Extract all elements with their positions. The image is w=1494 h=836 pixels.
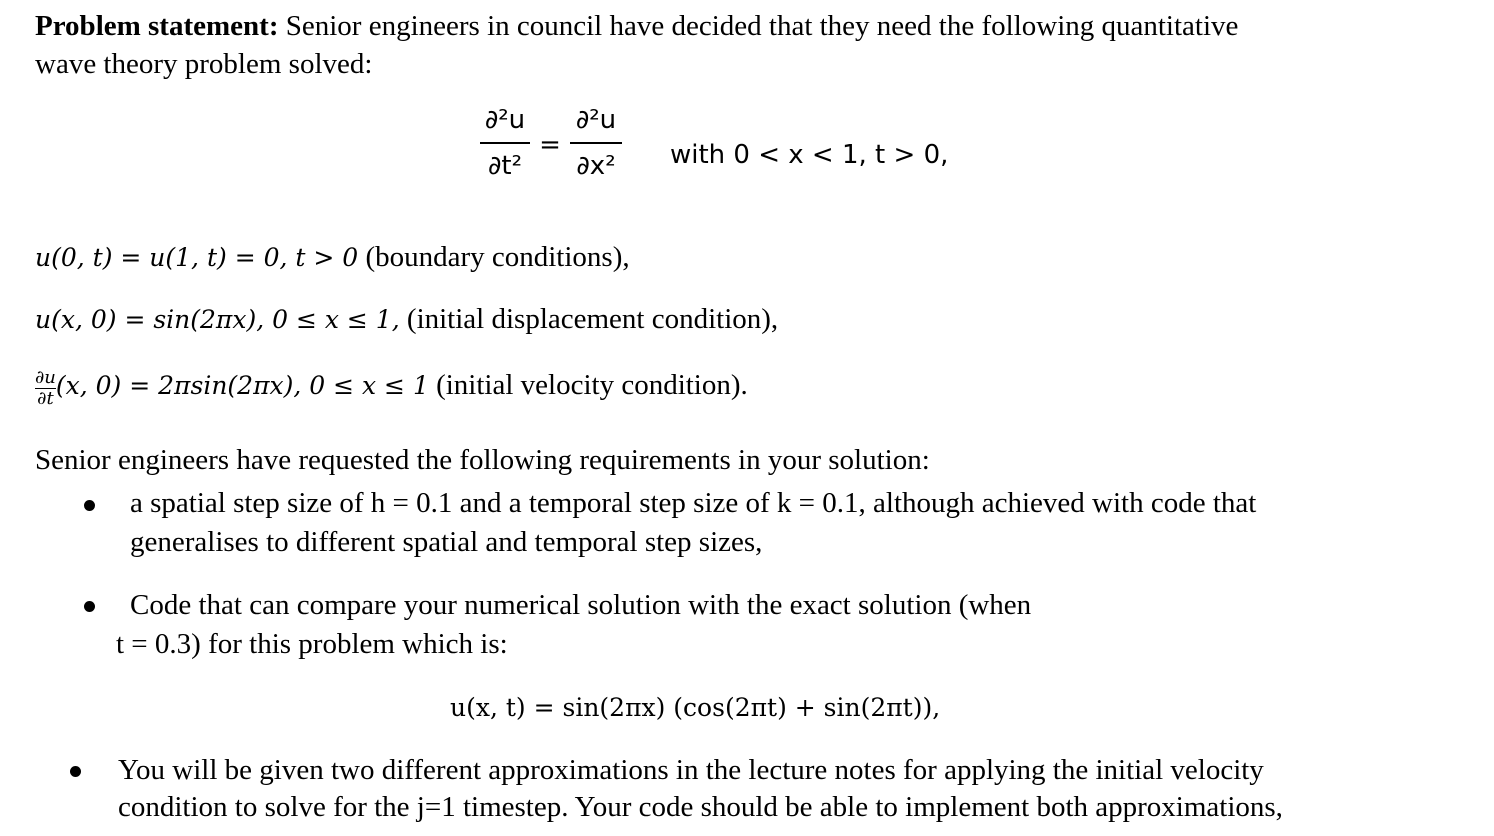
intro-line-2: wave theory problem solved: bbox=[35, 48, 373, 80]
pde-equals: = bbox=[539, 130, 561, 160]
bullet-icon bbox=[84, 601, 95, 612]
velocity-derivative: $\frac{\partial u}{\partial t}$ bbox=[35, 367, 56, 409]
bullet-icon bbox=[70, 766, 81, 777]
pde-rhs-fraction: ∂²u ∂x² bbox=[570, 104, 622, 182]
intro-line-1: Problem statement: Senior engineers in council have decided that they need the following quantitative bbox=[35, 10, 1239, 42]
bullet-icon bbox=[84, 500, 95, 511]
requirements-heading: Senior engineers have requested the following requirements in your solution: bbox=[35, 444, 930, 476]
problem-label: Problem statement: bbox=[35, 10, 279, 42]
bullet3-line2: condition to solve for the j=1 timestep. Your code should be able to implement both approximations, bbox=[118, 791, 1283, 823]
boundary-condition: u(0, t) = u(1, t) = 0, t > 0 (boundary conditions), bbox=[35, 241, 630, 273]
bullet2-line1: Code that can compare your numerical solution with the exact solution (when bbox=[130, 589, 1032, 621]
bullet3-line1: You will be given two different approximations in the lecture notes for applying the initial velocity bbox=[118, 754, 1264, 786]
bullet1-line1: a spatial step size of h = 0.1 and a temporal step size of k = 0.1, although achieved with code that bbox=[130, 487, 1257, 519]
bullet2-line2: t = 0.3) for this problem which is: bbox=[116, 628, 508, 660]
displacement-condition: u(x, 0) = sin(2πx), 0 ≤ x ≤ 1, (initial displacement condition), bbox=[35, 303, 779, 335]
velocity-condition: $\frac{\partial u}{\partial t}(x$, 0) = 2πsin(2πx), 0 ≤ x ≤ 1 (initial velocity condition). bbox=[35, 367, 748, 409]
bullet1-line2: generalises to different spatial and temporal step sizes, bbox=[130, 526, 763, 558]
exact-solution: u(x, t) = sin(2πx) (cos(2πt) + sin(2πt)), bbox=[450, 693, 941, 722]
pde-domain: with 0 < x < 1, t > 0, bbox=[670, 140, 949, 170]
pde-lhs-fraction: ∂²u ∂t² bbox=[480, 104, 530, 182]
